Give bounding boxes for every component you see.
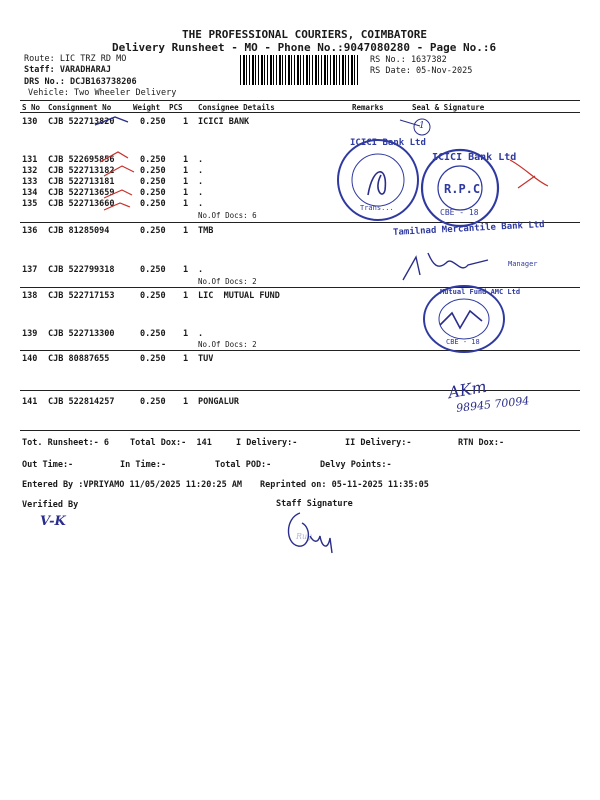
row-pcs: 1 — [183, 226, 189, 236]
row-weight: 0.250 — [140, 166, 166, 176]
row-pcs: 1 — [183, 155, 189, 165]
row-consignee: . — [198, 188, 204, 198]
icici-rpc-bottom: CBE - 18 — [440, 208, 479, 217]
verified-by-label: Verified By — [22, 500, 79, 510]
staff-signature-label: Staff Signature — [276, 499, 353, 509]
row-weight: 0.250 — [140, 199, 166, 209]
icici-stamp-inner: Trans... — [360, 204, 394, 212]
row-weight: 0.250 — [140, 265, 166, 275]
route-label: Route: LIC TRZ RD MO — [24, 54, 127, 64]
i-delivery: I Delivery:- — [236, 438, 298, 448]
row-consignee: . — [198, 265, 204, 275]
row-consignee: . — [198, 199, 204, 209]
row-consignment: CJB 80887655 — [48, 354, 110, 364]
row-consignee: PONGALUR — [198, 397, 239, 407]
vehicle-label: Vehicle: Two Wheeler Delivery — [28, 88, 177, 98]
tmb-stamp-text: Tamilnad Mercantile Bank Ltd — [392, 220, 545, 238]
reprinted-on: Reprinted on: 05-11-2025 11:35:05 — [260, 480, 429, 490]
entered-by: Entered By :VPRIYAMO 11/05/2025 11:20:25 AM — [22, 480, 243, 490]
tot-runsheet: Tot. Runsheet:- 6 — [22, 438, 109, 448]
tmb-signature-icon — [398, 245, 508, 285]
row-sno: 131 — [22, 155, 38, 165]
icici-rpc-mid: R.P.C — [444, 182, 481, 196]
row-consignment: CJB 522713660 — [48, 199, 115, 209]
row-consignee: . — [198, 177, 204, 187]
col-consignee: Consignee Details — [198, 103, 275, 112]
total-pod: Total POD:- — [215, 460, 272, 470]
row-consignee: ICICI BANK — [198, 117, 250, 127]
pongalur-signature: AKm — [446, 376, 489, 403]
row-weight: 0.250 — [140, 188, 166, 198]
row-consignment: CJB 522717153 — [48, 291, 115, 301]
staff-label: Staff: VARADHARAJ — [24, 65, 111, 75]
row-consignment: CJB 522713659 — [48, 188, 115, 198]
row-sno: 138 — [22, 291, 38, 301]
row-pcs: 1 — [183, 291, 189, 301]
row-weight: 0.250 — [140, 329, 166, 339]
row-consignment: CJB 522814257 — [48, 397, 115, 407]
row-consignment: CJB 522713820 — [48, 117, 115, 127]
tmb-manager: Manager — [508, 260, 538, 268]
row-consignee: . — [198, 155, 204, 165]
row-weight: 0.250 — [140, 397, 166, 407]
row-weight: 0.250 — [140, 177, 166, 187]
row-sno: 132 — [22, 166, 38, 176]
col-pcs: PCS — [169, 103, 183, 112]
row-consignment: CJB 522695856 — [48, 155, 115, 165]
row-consignee: . — [198, 166, 204, 176]
row-weight: 0.250 — [140, 226, 166, 236]
row-pcs: 1 — [183, 199, 189, 209]
row-weight: 0.250 — [140, 117, 166, 127]
row-pcs: 1 — [183, 354, 189, 364]
col-seal: Seal & Signature — [412, 103, 485, 112]
row-sno: 133 — [22, 177, 38, 187]
delvy-points: Delvy Points:- — [320, 460, 392, 470]
verified-signature: V-K — [40, 514, 66, 529]
rs-date: RS Date: 05-Nov-2025 — [370, 66, 473, 76]
row-consignment: CJB 81285094 — [48, 226, 110, 236]
row-sno: 130 — [22, 117, 38, 127]
row-consignment: CJB 522799318 — [48, 265, 115, 275]
row-pcs: 1 — [183, 397, 189, 407]
staff-signature-text: Ruy — [296, 532, 312, 541]
col-sno: S No — [22, 103, 41, 112]
row-consignment: CJB 522713182 — [48, 166, 115, 176]
row-consignment: CJB 522713300 — [48, 329, 115, 339]
ii-delivery: II Delivery:- — [345, 438, 412, 448]
row-pcs: 1 — [183, 177, 189, 187]
icici-rpc-top: ICICI Bank Ltd — [432, 152, 517, 163]
row-sno: 140 — [22, 354, 38, 364]
row-sno: 135 — [22, 199, 38, 209]
row-weight: 0.250 — [140, 291, 166, 301]
pongalur-phone: 98945 70094 — [455, 394, 530, 415]
row-weight: 0.250 — [140, 354, 166, 364]
row-consignee: TUV — [198, 354, 214, 364]
company-title: THE PROFESSIONAL COURIERS, COIMBATORE — [182, 28, 428, 41]
runsheet-subtitle: Delivery Runsheet - MO - Phone No.:9047080280 - Page No.:6 — [112, 41, 497, 54]
row-pcs: 1 — [183, 188, 189, 198]
col-consignment: Consignment No — [48, 103, 112, 112]
docs-count: No.Of Docs: 2 — [198, 340, 257, 349]
row-pcs: 1 — [183, 166, 189, 176]
row-sno: 139 — [22, 329, 38, 339]
total-dox: Total Dox:- 141 — [130, 438, 212, 448]
row-consignee: LIC MUTUAL FUND — [198, 291, 280, 301]
row-weight: 0.250 — [140, 155, 166, 165]
docs-count: No.Of Docs: 2 — [198, 277, 257, 286]
row-pcs: 1 — [183, 117, 189, 127]
col-remarks: Remarks — [352, 103, 384, 112]
rs-number: RS No.: 1637382 — [370, 55, 447, 65]
row-sno: 141 — [22, 397, 38, 407]
col-weight: Weight — [133, 103, 161, 112]
row-sno: 137 — [22, 265, 38, 275]
lic-mf-stamp-top: Mutual Fund AMC Ltd — [440, 288, 521, 296]
icici-stamp-text: ICICI Bank Ltd — [350, 138, 426, 148]
drs-label: DRS No.: DCJB163738206 — [24, 77, 137, 87]
row-consignment: CJB 522713181 — [48, 177, 115, 187]
row-pcs: 1 — [183, 265, 189, 275]
in-time: In Time:- — [120, 460, 167, 470]
row-pcs: 1 — [183, 329, 189, 339]
row-consignee: . — [198, 329, 204, 339]
row-consignee: TMB — [198, 226, 214, 236]
rtn-dox: RTN Dox:- — [458, 438, 505, 448]
docs-count: No.Of Docs: 6 — [198, 211, 257, 220]
out-time: Out Time:- — [22, 460, 74, 470]
tick-one: 1 — [419, 121, 425, 131]
row-sno: 134 — [22, 188, 38, 198]
lic-mf-stamp-bottom: CBE - 18 — [446, 338, 480, 346]
row-sno: 136 — [22, 226, 38, 236]
